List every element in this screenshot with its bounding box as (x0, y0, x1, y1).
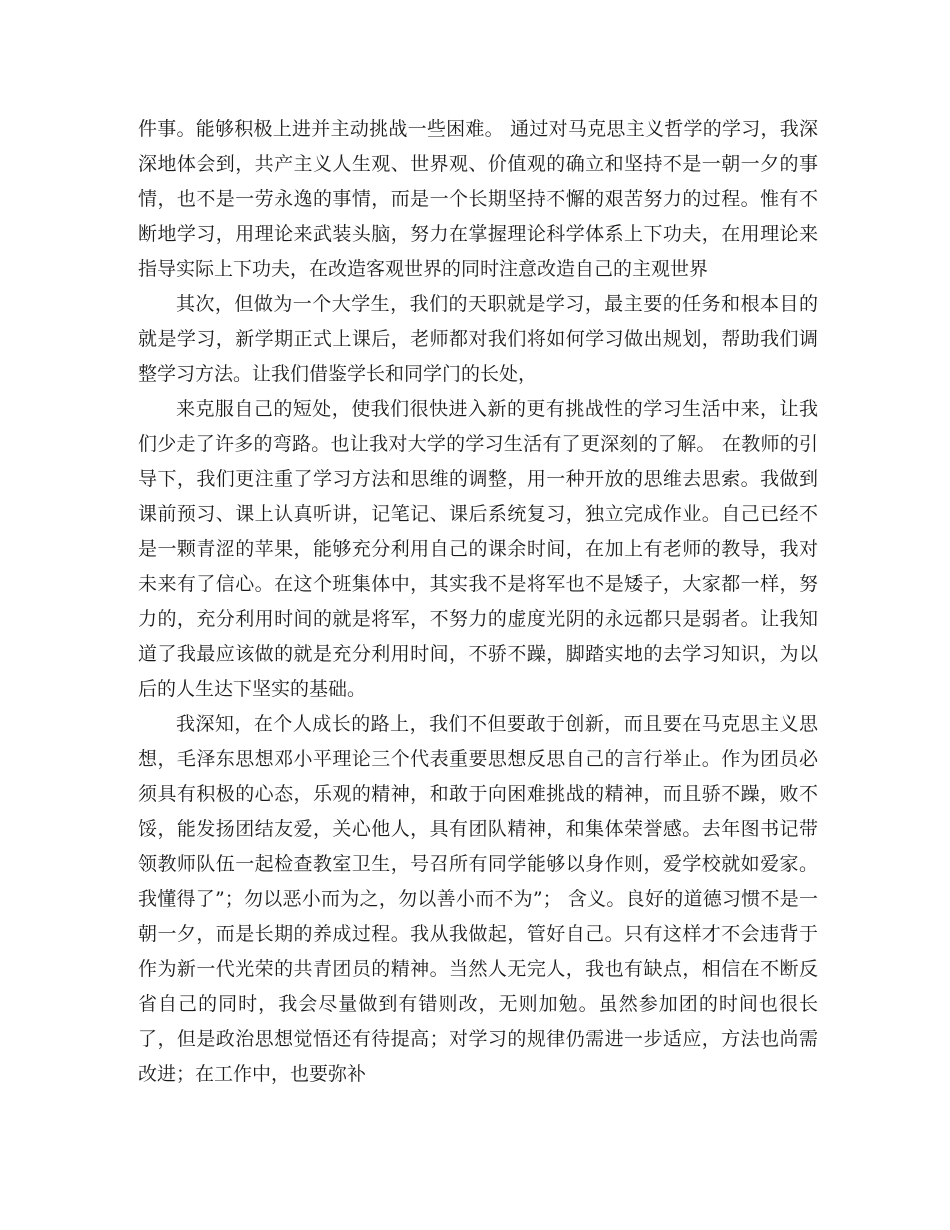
paragraph-4: 我深知，在个人成长的路上，我们不但要敢于创新，而且要在马克思主义思想，毛泽东思想邓小平理论三个代表重要思想反思自己的言行举止。作为团员必须具有积极的心态，乐观的精神，和敢于向困难挑战的精神，而且骄不躁，败不馁，能发扬团结友爱，关心他人，具有团队精神，和集体荣誉感。去年图书记带领教师队伍一起检查教室卫生，号召所有同学能够以身作则，爱学校就如爱家。我懂得了”；勿以恶小而为之，勿以善小而不为”； 含义。良好的道德习惯不是一朝一夕，而是长期的养成过程。我从我做起，管好自己。只有这样才不会违背于作为新一代光荣的共青团员的精神。当然人无完人，我也有缺点，相信在不断反省自己的同时，我会尽量做到有错则改，无则加勉。虽然参加团的时间也很长了，但是政治思想觉悟还有待提高；对学习的规律仍需进一步适应，方法也尚需改进；在工作中，也要弥补 (138, 713, 818, 1085)
paragraph-1: 件事。能够积极上进并主动挑战一些困难。 通过对马克思主义哲学的学习，我深深地体会到，共产主义人生观、世界观、价值观的确立和坚持不是一朝一夕的事情，也不是一劳永逸的事情，而是一个长期坚持不懈的艰苦努力的过程。惟有不断地学习，用理论来武装头脑，努力在掌握理论科学体系上下功夫，在用理论来指导实际上下功夫，在改造客观世界的同时注意改造自己的主观世界 (138, 118, 818, 280)
paragraph-2: 其次，但做为一个大学生，我们的天职就是学习，最主要的任务和根本目的就是学习，新学期正式上课后，老师都对我们将如何学习做出规划，帮助我们调整学习方法。让我们借鉴学长和同学门的长处， (138, 293, 818, 385)
document-body (138, 112, 818, 1092)
paragraph-3: 来克服自己的短处，使我们很快进入新的更有挑战性的学习生活中来，让我们少走了许多的弯路。也让我对大学的学习生活有了更深刻的了解。 在教师的引导下，我们更注重了学习方法和思维的调整，用一种开放的思维去思索。我做到课前预习、课上认真听讲，记笔记、课后系统复习，独立完成作业。自己已经不是一颗青涩的苹果，能够充分利用自己的课余时间，在加上有老师的教导，我对未来有了信心。在这个班集体中，其实我不是将军也不是矮子，大家都一样，努力的，充分利用时间的就是将军，不努力的虚度光阴的永远都只是弱者。让我知道了我最应该做的就是充分利用时间，不骄不躁，脚踏实地的去学习知识，为以后的人生达下坚实的基础。 (138, 398, 818, 700)
